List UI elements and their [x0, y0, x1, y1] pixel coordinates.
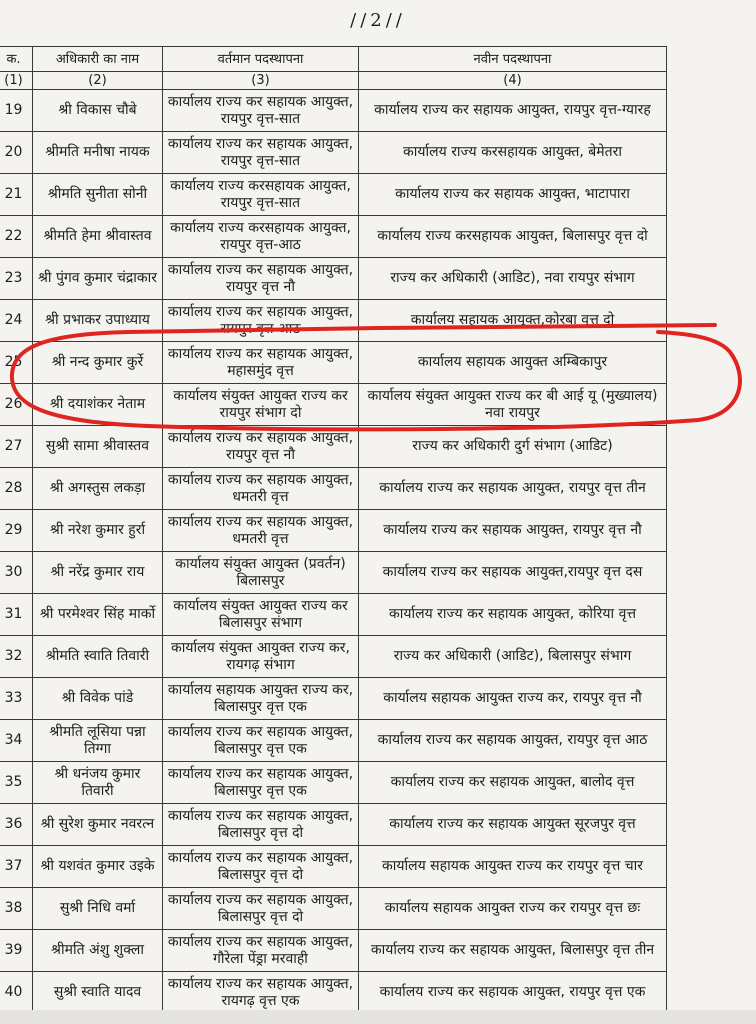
new-posting: राज्य कर अधिकारी (आडिट), बिलासपुर संभाग	[359, 636, 667, 678]
header-row	[0, 47, 667, 72]
column-index: (1)	[0, 72, 33, 90]
current-posting: कार्यालय राज्य करसहायक आयुक्त, रायपुर वृत्त-सात	[163, 174, 359, 216]
table-row	[0, 888, 667, 930]
current-posting: कार्यालय संयुक्त आयुक्त राज्य कर बिलासपुर संभाग	[163, 594, 359, 636]
header-sn: क.	[0, 47, 33, 72]
serial-number: 20	[0, 132, 33, 174]
current-posting: कार्यालय सहायक आयुक्त राज्य कर, बिलासपुर वृत्त एक	[163, 678, 359, 720]
officer-name: श्रीमति मनीषा नायक	[33, 132, 163, 174]
officer-name: श्री नरेंद्र कुमार राय	[33, 552, 163, 594]
table-row	[0, 972, 667, 1014]
serial-number: 19	[0, 90, 33, 132]
officer-name: श्री नरेश कुमार हुर्रा	[33, 510, 163, 552]
new-posting: कार्यालय राज्य कर सहायक आयुक्त, रायपुर वृत्त एक	[359, 972, 667, 1014]
officer-name: सुश्री स्वाति यादव	[33, 972, 163, 1014]
officer-name: श्री नन्द कुमार कुर्रे	[33, 342, 163, 384]
officer-name: श्रीमति स्वाति तिवारी	[33, 636, 163, 678]
serial-number: 34	[0, 720, 33, 762]
serial-number: 22	[0, 216, 33, 258]
current-posting: कार्यालय राज्य कर सहायक आयुक्त, बिलासपुर वृत्त दो	[163, 846, 359, 888]
officer-name: सुश्री निधि वर्मा	[33, 888, 163, 930]
table-row	[0, 132, 667, 174]
serial-number: 28	[0, 468, 33, 510]
new-posting: कार्यालय राज्य कर सहायक आयुक्त, बालोद वृत्त	[359, 762, 667, 804]
new-posting: कार्यालय सहायक आयुक्त,कोरबा वृत्त दो	[359, 300, 667, 342]
new-posting: राज्य कर अधिकारी दुर्ग संभाग (आडिट)	[359, 426, 667, 468]
table-row	[0, 300, 667, 342]
table-row	[0, 804, 667, 846]
table-row	[0, 552, 667, 594]
serial-number: 25	[0, 342, 33, 384]
serial-number: 38	[0, 888, 33, 930]
table-row	[0, 258, 667, 300]
new-posting: कार्यालय राज्य कर सहायक आयुक्त, रायपुर वृत्त आठ	[359, 720, 667, 762]
new-posting: कार्यालय सहायक आयुक्त राज्य कर रायपुर वृत्त छः	[359, 888, 667, 930]
serial-number: 26	[0, 384, 33, 426]
new-posting: कार्यालय सहायक आयुक्त अम्बिकापुर	[359, 342, 667, 384]
officer-name: श्री यशवंत कुमार उइके	[33, 846, 163, 888]
current-posting: कार्यालय राज्य कर सहायक आयुक्त, धमतरी वृत्त	[163, 510, 359, 552]
officer-name: श्री अगस्तुस लकड़ा	[33, 468, 163, 510]
new-posting: कार्यालय राज्य कर सहायक आयुक्त,रायपुर वृत्त दस	[359, 552, 667, 594]
current-posting: कार्यालय राज्य करसहायक आयुक्त, रायपुर वृत्त-आठ	[163, 216, 359, 258]
new-posting: कार्यालय राज्य कर सहायक आयुक्त, रायपुर वृत्त-ग्यारह	[359, 90, 667, 132]
officer-name: श्री धनंजय कुमार तिवारी	[33, 762, 163, 804]
serial-number: 24	[0, 300, 33, 342]
serial-number: 23	[0, 258, 33, 300]
next-page-edge	[0, 1010, 756, 1024]
table-row	[0, 468, 667, 510]
table-row	[0, 384, 667, 426]
current-posting: कार्यालय राज्य कर सहायक आयुक्त, बिलासपुर वृत्त एक	[163, 720, 359, 762]
new-posting: कार्यालय संयुक्त आयुक्त राज्य कर बी आई यू (मुख्यालय) नवा रायपुर	[359, 384, 667, 426]
officer-name: श्री विवेक पांडे	[33, 678, 163, 720]
table-row	[0, 594, 667, 636]
serial-number: 37	[0, 846, 33, 888]
serial-number: 30	[0, 552, 33, 594]
table-row	[0, 510, 667, 552]
current-posting: कार्यालय संयुक्त आयुक्त (प्रवर्तन) बिलासपुर	[163, 552, 359, 594]
new-posting: कार्यालय राज्य कर सहायक आयुक्त, भाटापारा	[359, 174, 667, 216]
new-posting: कार्यालय सहायक आयुक्त राज्य कर रायपुर वृत्त चार	[359, 846, 667, 888]
current-posting: कार्यालय राज्य कर सहायक आयुक्त, रायपुर वृत्त नौ	[163, 258, 359, 300]
new-posting: राज्य कर अधिकारी (आडिट), नवा रायपुर संभाग	[359, 258, 667, 300]
officer-name: श्री परमेश्वर सिंह मार्को	[33, 594, 163, 636]
new-posting: कार्यालय राज्य करसहायक आयुक्त, बेमेतरा	[359, 132, 667, 174]
serial-number: 35	[0, 762, 33, 804]
table-row	[0, 930, 667, 972]
new-posting: कार्यालय राज्य कर सहायक आयुक्त सूरजपुर वृत्त	[359, 804, 667, 846]
officer-name: श्रीमति लूसिया पन्ना तिग्गा	[33, 720, 163, 762]
transfer-table	[0, 46, 667, 1014]
table-row	[0, 426, 667, 468]
current-posting: कार्यालय राज्य कर सहायक आयुक्त, बिलासपुर वृत्त दो	[163, 888, 359, 930]
current-posting: कार्यालय राज्य कर सहायक आयुक्त, बिलासपुर वृत्त दो	[163, 804, 359, 846]
new-posting: कार्यालय सहायक आयुक्त राज्य कर, रायपुर वृत्त नौ	[359, 678, 667, 720]
serial-number: 27	[0, 426, 33, 468]
serial-number: 36	[0, 804, 33, 846]
serial-number: 40	[0, 972, 33, 1014]
table-row	[0, 636, 667, 678]
new-posting: कार्यालय राज्य कर सहायक आयुक्त, रायपुर वृत्त तीन	[359, 468, 667, 510]
serial-number: 29	[0, 510, 33, 552]
serial-number: 39	[0, 930, 33, 972]
new-posting: कार्यालय राज्य कर सहायक आयुक्त, बिलासपुर वृत्त तीन	[359, 930, 667, 972]
table-row	[0, 90, 667, 132]
officer-name: श्री दयाशंकर नेताम	[33, 384, 163, 426]
current-posting: कार्यालय संयुक्त आयुक्त राज्य कर, रायगढ़ संभाग	[163, 636, 359, 678]
header-current-posting: वर्तमान पदस्थापना	[163, 47, 359, 72]
officer-name: श्रीमति अंशु शुक्ला	[33, 930, 163, 972]
serial-number: 21	[0, 174, 33, 216]
current-posting: कार्यालय राज्य कर सहायक आयुक्त, रायपुर वृत्त नौ	[163, 426, 359, 468]
officer-name: श्रीमति सुनीता सोनी	[33, 174, 163, 216]
table-row	[0, 846, 667, 888]
officer-name: श्री विकास चौबे	[33, 90, 163, 132]
table-row	[0, 174, 667, 216]
officer-name: श्री पुंगव कुमार चंद्राकार	[33, 258, 163, 300]
new-posting: कार्यालय राज्य कर सहायक आयुक्त, कोरिया वृत्त	[359, 594, 667, 636]
current-posting: कार्यालय राज्य कर सहायक आयुक्त, रायगढ़ वृत्त एक	[163, 972, 359, 1014]
table-row	[0, 678, 667, 720]
new-posting: कार्यालय राज्य कर सहायक आयुक्त, रायपुर वृत्त नौ	[359, 510, 667, 552]
table-row	[0, 720, 667, 762]
column-index-row	[0, 72, 667, 90]
table-row	[0, 762, 667, 804]
officer-name: श्री प्रभाकर उपाध्याय	[33, 300, 163, 342]
new-posting: कार्यालय राज्य करसहायक आयुक्त, बिलासपुर वृत्त दो	[359, 216, 667, 258]
current-posting: कार्यालय संयुक्त आयुक्त राज्य कर रायपुर संभाग दो	[163, 384, 359, 426]
column-index: (3)	[163, 72, 359, 90]
current-posting: कार्यालय राज्य कर सहायक आयुक्त, महासमुंद वृत्त	[163, 342, 359, 384]
serial-number: 33	[0, 678, 33, 720]
officer-name: श्रीमति हेमा श्रीवास्तव	[33, 216, 163, 258]
current-posting: कार्यालय राज्य कर सहायक आयुक्त, गौरेला पेंड्रा मरवाही	[163, 930, 359, 972]
current-posting: कार्यालय राज्य कर सहायक आयुक्त, धमतरी वृत्त	[163, 468, 359, 510]
column-index: (4)	[359, 72, 667, 90]
header-officer-name: अधिकारी का नाम	[33, 47, 163, 72]
page-marker: //2//	[350, 10, 406, 31]
current-posting: कार्यालय राज्य कर सहायक आयुक्त, रायपुर वृत्त-सात	[163, 132, 359, 174]
column-index: (2)	[33, 72, 163, 90]
officer-name: सुश्री सामा श्रीवास्तव	[33, 426, 163, 468]
serial-number: 32	[0, 636, 33, 678]
current-posting: कार्यालय राज्य कर सहायक आयुक्त, रायपुर वृत्त-सात	[163, 90, 359, 132]
serial-number: 31	[0, 594, 33, 636]
current-posting: कार्यालय राज्य कर सहायक आयुक्त, बिलासपुर वृत्त एक	[163, 762, 359, 804]
table-row	[0, 216, 667, 258]
current-posting: कार्यालय राज्य कर सहायक आयुक्त, रायपुर वृत्त आठ	[163, 300, 359, 342]
table-row	[0, 342, 667, 384]
officer-name: श्री सुरेश कुमार नवरत्न	[33, 804, 163, 846]
header-new-posting: नवीन पदस्थापना	[359, 47, 667, 72]
